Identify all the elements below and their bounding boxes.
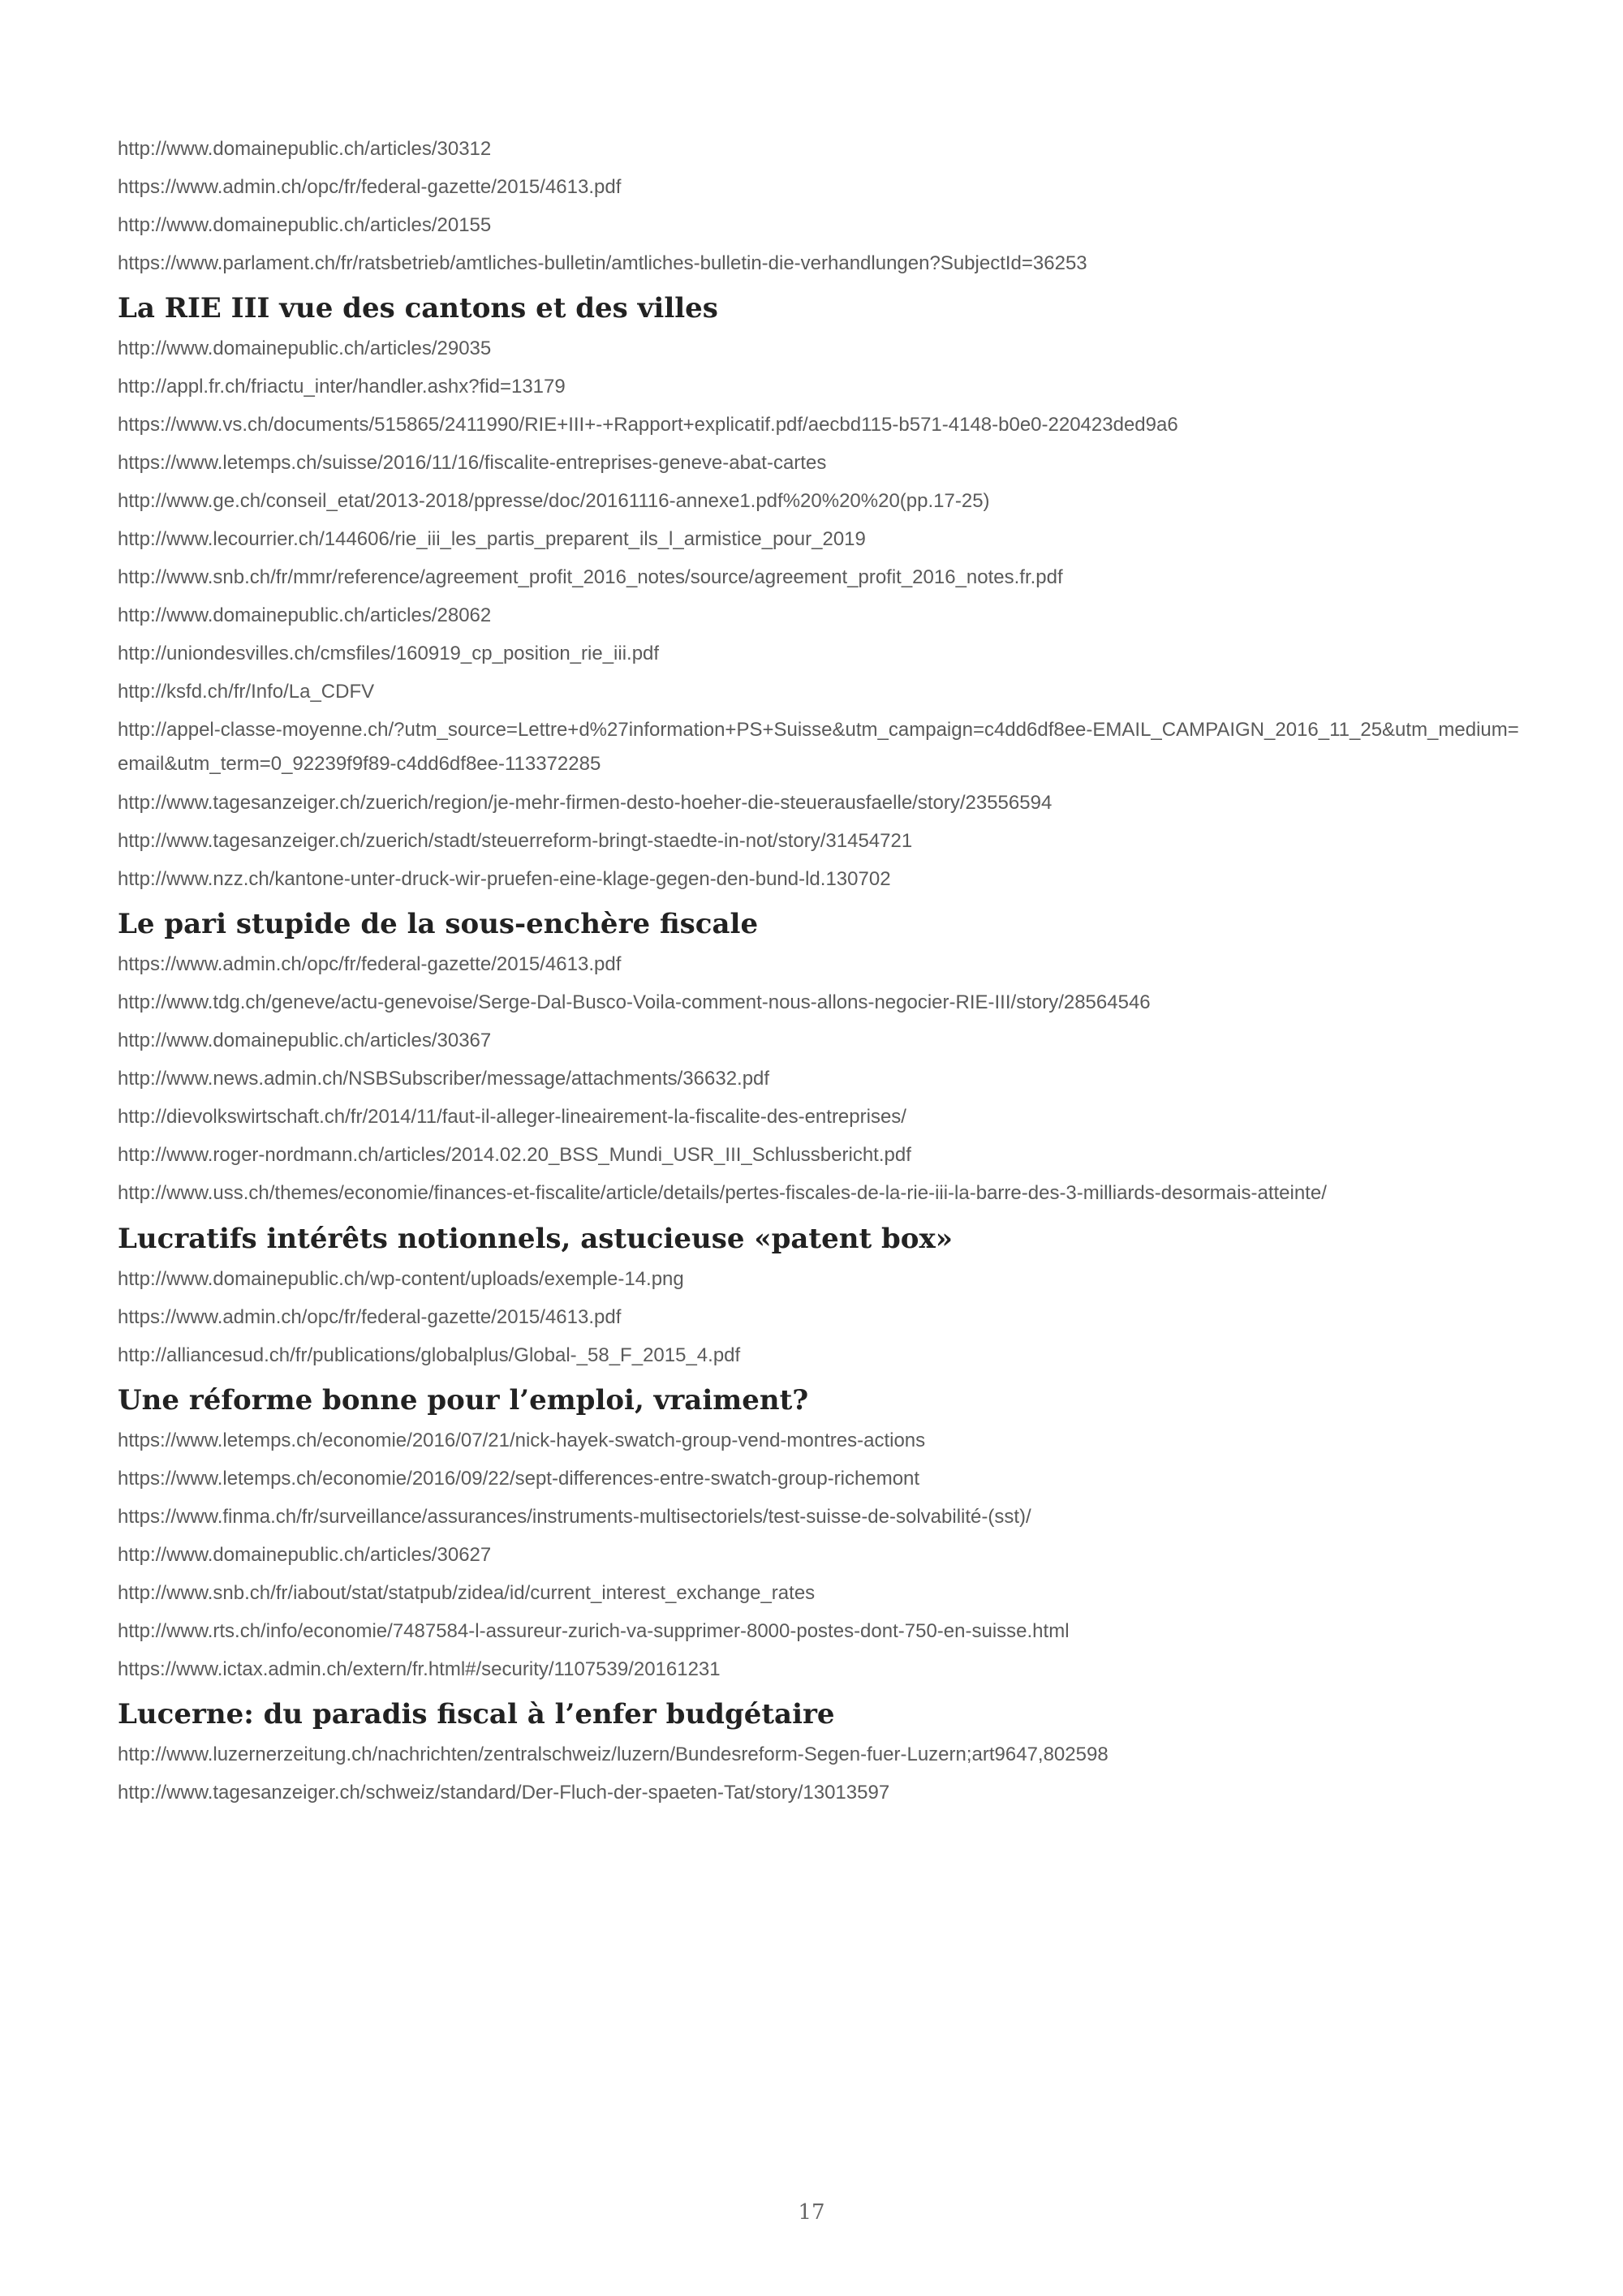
reference-link[interactable]: https://www.vs.ch/documents/515865/2411990/RIE+III+-+Rapport+explicatif.pdf/aecbd115-b571-4148-b0e0-220423ded9a6 (118, 414, 1178, 436)
reference-link[interactable]: http://www.uss.ch/themes/economie/finances-et-fiscalite/article/details/pertes-fiscales-de-la-rie-iii-la-barre-des-3-milliards-desormais-atteinte/ (118, 1182, 1327, 1204)
reference-link[interactable]: https://www.letemps.ch/economie/2016/09/22/sept-differences-entre-swatch-group-richemont (118, 1468, 920, 1490)
reference-link[interactable]: https://www.letemps.ch/suisse/2016/11/16/fiscalite-entreprises-geneve-abat-cartes (118, 452, 827, 474)
reference-link[interactable]: http://www.ge.ch/conseil_etat/2013-2018/ppresse/doc/20161116-annexe1.pdf%20%20%20(pp.17-25) (118, 490, 990, 512)
section-pari-stupide (118, 906, 1530, 1213)
reference-link[interactable]: http://www.domainepublic.ch/articles/29035 (118, 338, 492, 359)
document-page (118, 130, 1530, 1812)
reference-link[interactable]: http://www.lecourrier.ch/144606/rie_iii_les_partis_preparent_ils_l_armistice_pour_2019 (118, 528, 866, 550)
section-interets-notionnels (118, 1221, 1530, 1374)
reference-link[interactable]: http://www.tagesanzeiger.ch/schweiz/standard/Der-Fluch-der-spaeten-Tat/story/13013597 (118, 1782, 890, 1804)
reference-link[interactable]: http://www.domainepublic.ch/articles/30367 (118, 1030, 492, 1051)
reference-link[interactable]: https://www.admin.ch/opc/fr/federal-gazette/2015/4613.pdf (118, 1306, 622, 1328)
reference-link[interactable]: http://www.domainepublic.ch/articles/30312 (118, 138, 492, 160)
reference-link[interactable]: http://www.domainepublic.ch/articles/30627 (118, 1544, 492, 1566)
reference-link[interactable]: http://www.tagesanzeiger.ch/zuerich/region/je-mehr-firmen-desto-hoeher-die-steuerausfaelle/story/23556594 (118, 792, 1053, 814)
reference-link[interactable]: https://www.ictax.admin.ch/extern/fr.html#/security/1107539/20161231 (118, 1658, 721, 1680)
reference-link[interactable]: http://www.rts.ch/info/economie/7487584-l-assureur-zurich-va-supprimer-8000-postes-dont-750-en-suisse.html (118, 1620, 1070, 1642)
section-heading: Une réforme bonne pour l’emploi, vraiment? (118, 1384, 809, 1417)
reference-link[interactable]: http://www.luzernerzeitung.ch/nachrichten/zentralschweiz/luzern/Bundesreform-Segen-fuer-Luzern;art9647,802598 (118, 1743, 1109, 1765)
reference-link[interactable]: http://www.domainepublic.ch/wp-content/uploads/exemple-14.png (118, 1268, 684, 1290)
reference-link[interactable]: http://appel-classe-moyenne.ch/?utm_source=Lettre+d%27information+PS+Suisse&utm_campaign=c4dd6df8ee-EMAIL_CAMPAIGN_2016_11_25&utm_medium=email&utm_term=0_92239f9f89-c4dd6df8ee-113372285 (118, 719, 1519, 775)
reference-link[interactable]: http://uniondesvilles.ch/cmsfiles/160919_cp_position_rie_iii.pdf (118, 643, 660, 664)
section-rie-iii-cantons-villes (118, 290, 1530, 898)
reference-link[interactable]: https://www.parlament.ch/fr/ratsbetrieb/amtliches-bulletin/amtliches-bulletin-die-verhandlungen?SubjectId=36253 (118, 252, 1087, 274)
reference-link[interactable]: https://www.admin.ch/opc/fr/federal-gazette/2015/4613.pdf (118, 953, 622, 975)
reference-link[interactable]: http://www.domainepublic.ch/articles/28062 (118, 604, 492, 626)
reference-link[interactable]: https://www.letemps.ch/economie/2016/07/21/nick-hayek-swatch-group-vend-montres-actions (118, 1430, 926, 1451)
reference-link[interactable]: http://www.nzz.ch/kantone-unter-druck-wir-pruefen-eine-klage-gegen-den-bund-ld.130702 (118, 868, 891, 890)
section-lucerne (118, 1696, 1530, 1812)
reference-link[interactable]: https://www.finma.ch/fr/surveillance/assurances/instruments-multisectoriels/test-suisse-de-solvabilité-(sst)/ (118, 1506, 1031, 1528)
reference-link[interactable]: http://ksfd.ch/fr/Info/La_CDFV (118, 681, 375, 703)
section-heading: Lucratifs intérêts notionnels, astucieuse «patent box» (118, 1223, 953, 1255)
reference-link[interactable]: http://www.tdg.ch/geneve/actu-genevoise/Serge-Dal-Busco-Voila-comment-nous-allons-negocier-RIE-III/story/28564546 (118, 991, 1151, 1013)
reference-link[interactable]: http://alliancesud.ch/fr/publications/globalplus/Global-_58_F_2015_4.pdf (118, 1344, 741, 1366)
reference-link[interactable]: http://www.domainepublic.ch/articles/20155 (118, 214, 492, 236)
section-heading: Le pari stupide de la sous-enchère fiscale (118, 908, 759, 940)
reference-link[interactable]: http://www.snb.ch/fr/iabout/stat/statpub/zidea/id/current_interest_exchange_rates (118, 1582, 816, 1604)
reference-link[interactable]: http://www.snb.ch/fr/mmr/reference/agreement_profit_2016_notes/source/agreement_profit_2016_notes.fr.pdf (118, 566, 1063, 588)
reference-link[interactable]: http://dievolkswirtschaft.ch/fr/2014/11/faut-il-alleger-lineairement-la-fiscalite-des-entreprises/ (118, 1106, 906, 1128)
reference-link[interactable]: http://appl.fr.ch/friactu_inter/handler.ashx?fid=13179 (118, 376, 566, 398)
reference-link[interactable]: http://www.tagesanzeiger.ch/zuerich/stadt/steuerreform-bringt-staedte-in-not/story/31454721 (118, 830, 913, 852)
reference-link[interactable]: http://www.news.admin.ch/NSBSubscriber/message/attachments/36632.pdf (118, 1068, 770, 1090)
reference-link[interactable]: https://www.admin.ch/opc/fr/federal-gazette/2015/4613.pdf (118, 176, 622, 198)
intro-link-list (118, 130, 1530, 282)
reference-link[interactable]: http://www.roger-nordmann.ch/articles/2014.02.20_BSS_Mundi_USR_III_Schlussbericht.pdf (118, 1144, 911, 1166)
section-reforme-emploi (118, 1382, 1530, 1688)
page-number: 17 (798, 2200, 825, 2225)
section-heading: Lucerne: du paradis fiscal à l’enfer budgétaire (118, 1698, 835, 1731)
section-heading: La RIE III vue des cantons et des villes (118, 292, 718, 325)
